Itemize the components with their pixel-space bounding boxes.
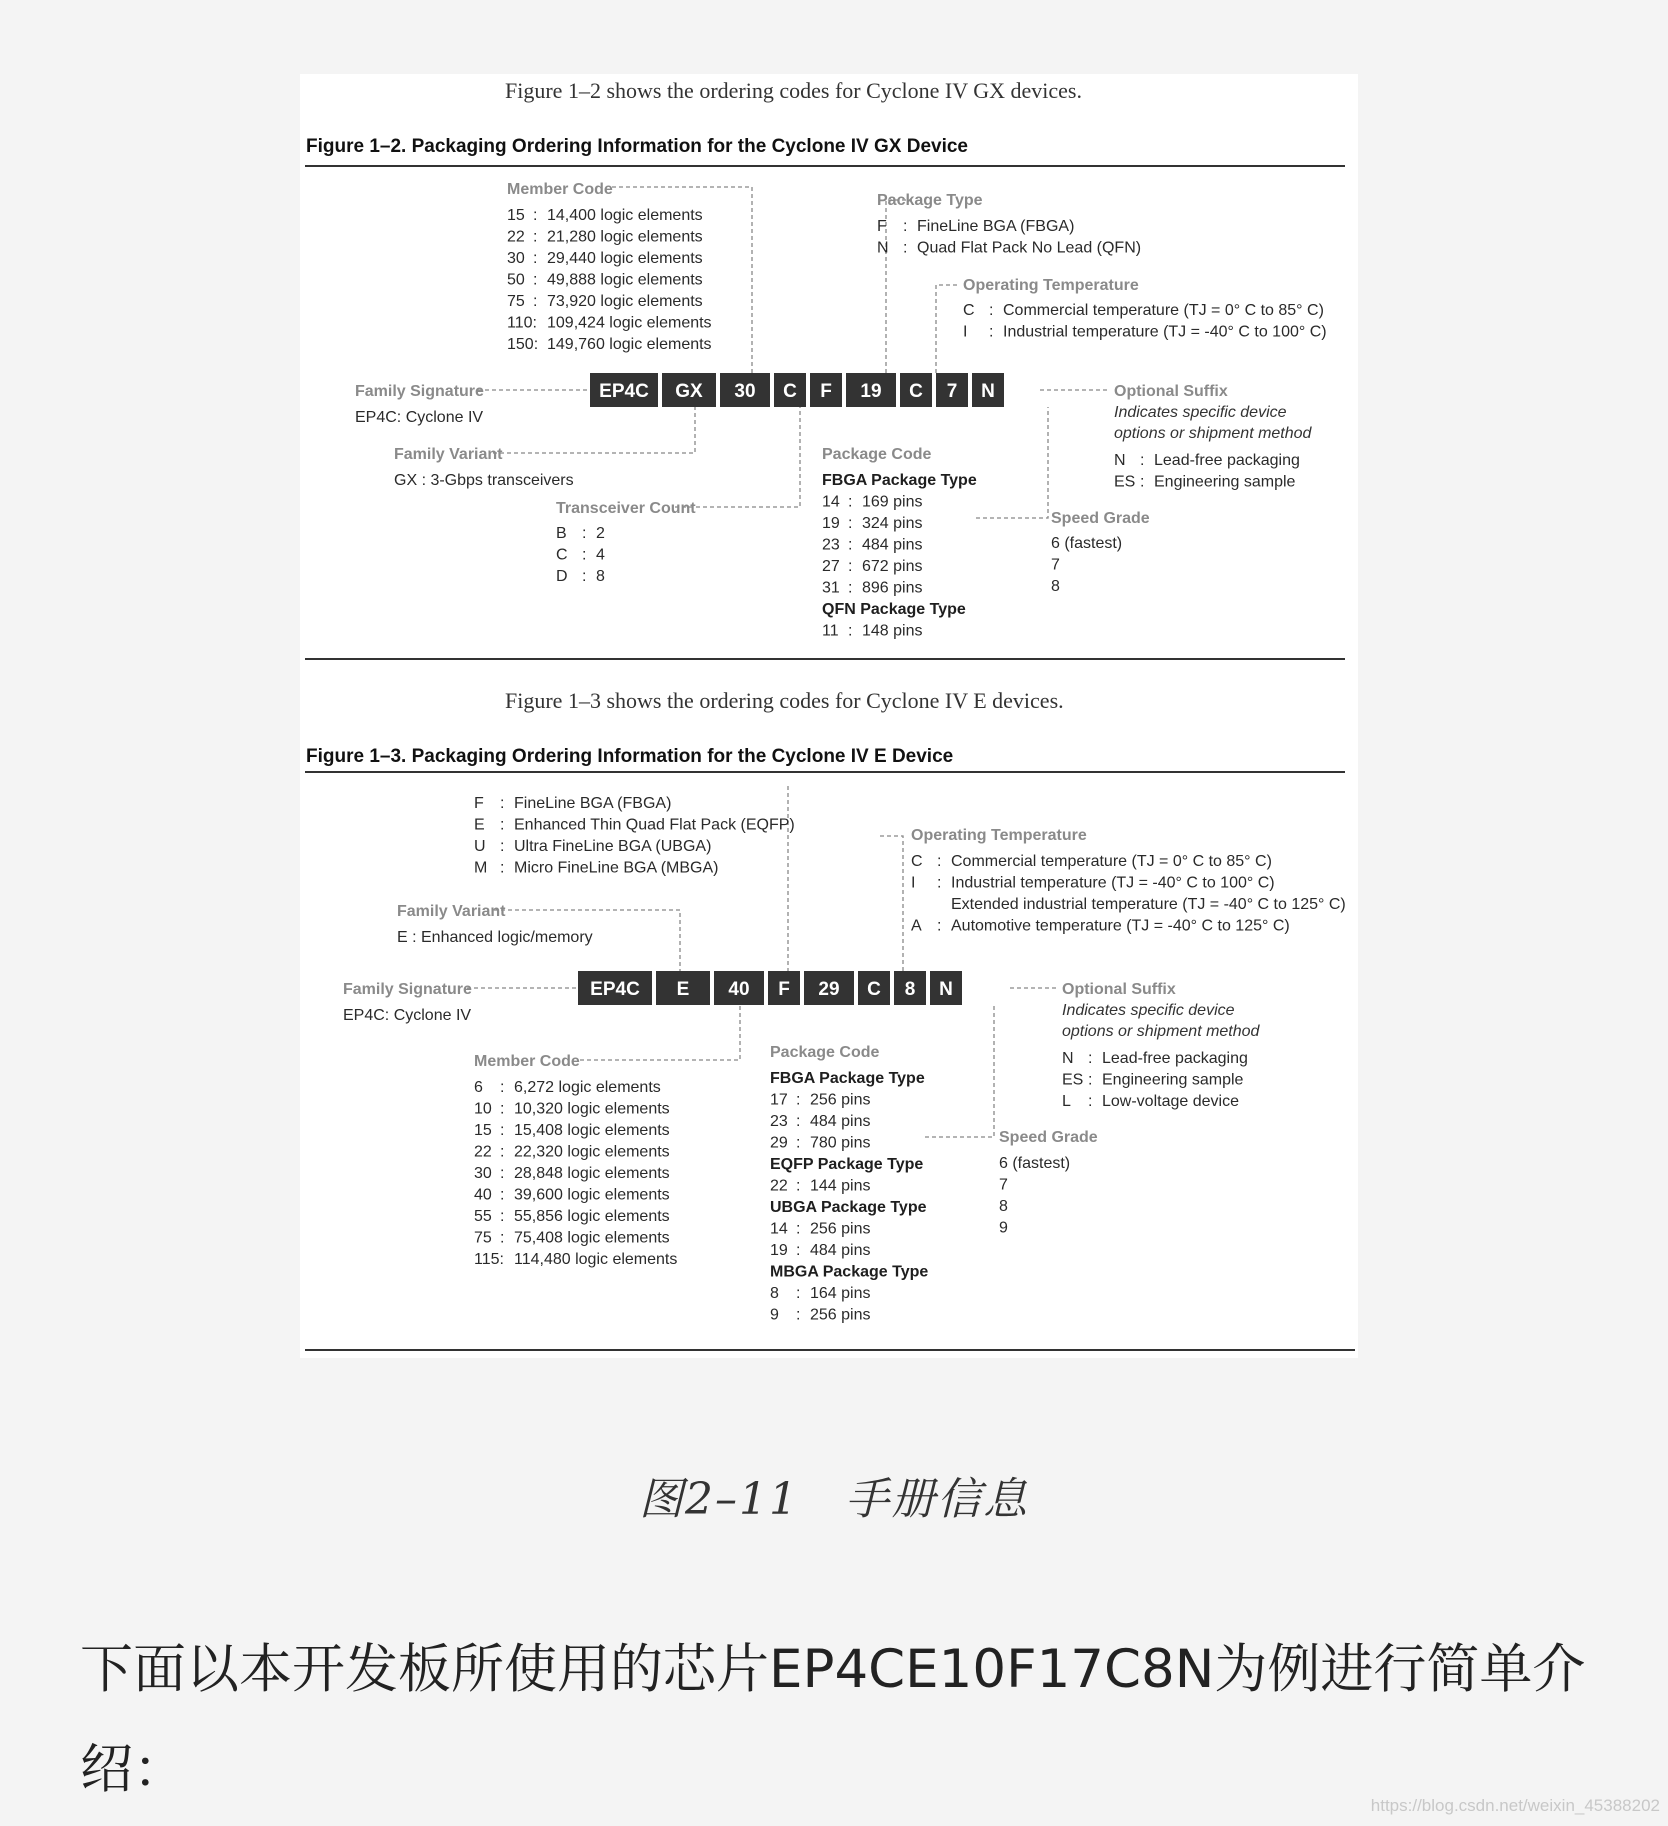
fig12-member-sep: : [533, 207, 538, 224]
fig12-family-signature-label: Family Signature [355, 383, 484, 400]
fig13-suffix-desc: Engineering sample [1102, 1071, 1244, 1089]
fig13-pkgtype-desc: Enhanced Thin Quad Flat Pack (EQFP) [514, 816, 795, 834]
code-segment-text: N [981, 381, 995, 402]
fig13-family-variant-label: Family Variant [397, 903, 506, 920]
fig12-xcvr-sep: : [582, 568, 587, 585]
fig12-optional-suffix-desc2: options or shipment method [1114, 425, 1312, 442]
fig13-optemp-code: C [911, 853, 923, 870]
fig12-member-sep: : [533, 228, 538, 246]
fig13-optemp-desc: Automotive temperature (TJ = -40° C to 125° C) [951, 917, 1290, 935]
fig13-member-code: 75 [474, 1229, 492, 1247]
fig13-pkgtype-code: M [474, 859, 488, 877]
fig12-speed-grade-list [1051, 535, 1122, 595]
code-segment-text: N [939, 979, 953, 1000]
fig12-member-desc: 49,888 logic elements [547, 271, 703, 289]
fig12-member-code: 75 [507, 293, 525, 310]
fig12-xcvr-sep: : [582, 525, 587, 542]
code-segment-text: 7 [946, 381, 958, 402]
fig13-member-desc: 114,480 logic elements [514, 1251, 678, 1268]
fig13-optional-suffix-desc2: options or shipment method [1062, 1023, 1260, 1040]
fig13-pkgtype-code: U [474, 838, 486, 855]
fig12-operating-temp-list [963, 302, 1327, 341]
fig12-xcvr-desc: 2 [596, 525, 605, 542]
fig12-pkgtype-desc: FineLine BGA (FBGA) [917, 218, 1075, 235]
fig13-member-desc: 22,320 logic elements [514, 1143, 670, 1161]
fig13-pkgcode-code: 19 [770, 1242, 788, 1259]
fig12-pkgcode-desc: 324 pins [862, 515, 923, 532]
fig12-code-boxes [590, 373, 1004, 407]
fig12-pkgtype-sep: : [903, 239, 908, 257]
fig12-suffix-sep: : [1140, 473, 1145, 491]
ordering-diagrams [300, 74, 1358, 1358]
fig13-member-code: 115: [474, 1251, 504, 1268]
fig12-suffix-desc: Lead-free packaging [1154, 452, 1300, 469]
code-segment-text: F [820, 381, 832, 402]
fig13-pkgcode-code: 22 [770, 1177, 788, 1195]
fig12-optemp-desc: Industrial temperature (TJ = -40° C to 100° C) [1003, 323, 1327, 341]
fig12-speed-item: 7 [1051, 556, 1060, 574]
fig13-pkgcode-code: 17 [770, 1091, 788, 1109]
fig12-pkgcode-sep: : [848, 558, 853, 575]
fig13-pkgcode-desc: 164 pins [810, 1285, 871, 1302]
fig13-pkgcode-code: 8 [770, 1285, 779, 1302]
fig12-member-code: 15 [507, 207, 525, 224]
fig13-operating-temp-label: Operating Temperature [911, 827, 1087, 844]
fig12-member-desc: 21,280 logic elements [547, 228, 703, 246]
fig13-operating-temp-list [911, 853, 1346, 935]
fig13-suffix-sep: : [1088, 1071, 1093, 1089]
fig13-member-desc: 6,272 logic elements [514, 1079, 661, 1096]
fig13-suffix-desc: Lead-free packaging [1102, 1050, 1248, 1067]
fig13-pkgcode-group-title: UBGA Package Type [770, 1199, 927, 1216]
fig12-speed-item: 6 (fastest) [1051, 535, 1123, 552]
fig12-pkgcode-sep: : [848, 622, 853, 640]
fig12-pkgtype-sep: : [903, 218, 908, 235]
fig12-title: Figure 1–2. Packaging Ordering Information for the Cyclone IV GX Device [306, 136, 968, 157]
fig12-optional-suffix-label: Optional Suffix [1114, 383, 1228, 400]
fig12-package-code-label: Package Code [822, 446, 932, 463]
fig12-pkgcode-desc: 896 pins [862, 579, 923, 597]
code-segment-text: 8 [904, 979, 916, 1000]
fig12-pkgcode-code: 11 [822, 622, 839, 640]
fig12-package-type-label: Package Type [877, 192, 983, 209]
fig13-member-sep: : [500, 1186, 505, 1204]
fig13-pkgcode-desc: 256 pins [810, 1220, 871, 1238]
fig13-pkgcode-group-title: FBGA Package Type [770, 1070, 925, 1087]
code-segment-text: 40 [728, 979, 750, 1000]
fig13-member-sep: : [500, 1208, 505, 1225]
fig13-optemp-desc: Commercial temperature (TJ = 0° C to 85° C) [951, 853, 1272, 870]
fig13-suffix-code: L [1062, 1093, 1071, 1110]
fig13-pkgtype-code: F [474, 795, 484, 812]
fig13-pkgcode-desc: 144 pins [810, 1177, 871, 1195]
fig13-pkgtype-desc: FineLine BGA (FBGA) [514, 795, 672, 812]
ordering-info-figure [300, 74, 1358, 1358]
fig13-pkgtype-sep: : [500, 859, 505, 877]
fig12-pkgcode-code: 23 [822, 536, 840, 554]
fig12-suffix-sep: : [1140, 452, 1145, 469]
fig13-pkgtype-code: E [474, 816, 485, 834]
fig12-member-code: 22 [507, 228, 525, 246]
fig13-member-desc: 75,408 logic elements [514, 1229, 670, 1247]
fig13-optemp-desc: Industrial temperature (TJ = -40° C to 100° C) [951, 874, 1275, 892]
fig13-member-code-list [474, 1079, 677, 1268]
fig12-optemp-sep: : [989, 323, 994, 341]
fig13-suffix-code: ES [1062, 1071, 1084, 1089]
figure-caption: 图2–11 手册信息 [639, 1474, 1029, 1525]
fig13-member-desc: 10,320 logic elements [514, 1100, 670, 1118]
code-segment-text: 29 [818, 979, 840, 1000]
fig13-speed-grade-list [999, 1155, 1070, 1237]
code-segment-text: 19 [860, 381, 882, 402]
fig13-optemp-sep: : [937, 853, 942, 870]
fig13-pkgcode-sep: : [796, 1220, 801, 1238]
code-segment-text: E [676, 979, 690, 1000]
fig13-pkgtype-desc: Micro FineLine BGA (MBGA) [514, 859, 719, 877]
fig12-member-sep: : [533, 250, 538, 267]
fig13-pkgcode-desc: 780 pins [810, 1134, 871, 1152]
fig13-speed-item: 8 [999, 1198, 1008, 1215]
fig13-optemp-sep: : [937, 917, 942, 935]
fig13-suffix-code: N [1062, 1050, 1074, 1067]
fig12-pkgcode-desc: 148 pins [862, 622, 923, 640]
fig13-family-signature-value: EP4C: Cyclone IV [343, 1007, 472, 1024]
code-segment-text: F [778, 979, 790, 1000]
fig12-suffix-code: ES [1114, 473, 1136, 491]
fig13-pkgcode-group-title: MBGA Package Type [770, 1263, 929, 1281]
fig12-member-desc: 149,760 logic elements [547, 336, 712, 353]
fig12-family-variant-label: Family Variant [394, 446, 503, 463]
fig13-code-boxes [578, 971, 962, 1005]
fig12-xcvr-sep: : [582, 546, 587, 564]
fig13-member-desc: 15,408 logic elements [514, 1122, 670, 1139]
fig12-member-code: 150: [507, 336, 539, 353]
fig12-suffix-code: N [1114, 452, 1126, 469]
fig12-intro: Figure 1–2 shows the ordering codes for Cyclone IV GX devices. [505, 78, 1082, 103]
fig12-member-code-list [507, 207, 712, 353]
fig12-transceiver-count-list [556, 525, 605, 585]
fig13-pkgcode-desc: 484 pins [810, 1242, 871, 1259]
fig12-pkgcode-desc: 169 pins [862, 493, 923, 511]
fig13-family-signature-label: Family Signature [343, 981, 472, 998]
fig13-pkgtype-sep: : [500, 838, 505, 855]
fig13-speed-item: 7 [999, 1176, 1008, 1194]
fig13-member-code-label: Member Code [474, 1053, 580, 1070]
fig12-pkgcode-sep: : [848, 579, 853, 597]
fig13-optional-suffix-desc1: Indicates specific device [1062, 1002, 1235, 1019]
fig13-pkgcode-desc: 256 pins [810, 1091, 871, 1109]
fig12-speed-item: 8 [1051, 578, 1060, 595]
fig13-member-code: 10 [474, 1100, 492, 1118]
fig12-member-sep: : [533, 271, 538, 289]
fig12-pkgcode-code: 27 [822, 558, 840, 575]
fig13-optional-suffix-label: Optional Suffix [1062, 981, 1176, 998]
fig13-pkgcode-code: 29 [770, 1134, 788, 1152]
watermark-url: https://blog.csdn.net/weixin_45388202 [1370, 1796, 1660, 1815]
fig12-pkgcode-group-title: QFN Package Type [822, 601, 966, 618]
fig13-member-code: 30 [474, 1165, 492, 1182]
fig13-pkgtype-sep: : [500, 795, 505, 812]
fig12-xcvr-code: B [556, 525, 567, 542]
fig13-pkgcode-desc: 256 pins [810, 1306, 871, 1324]
fig13-optional-suffix-list [1062, 1050, 1248, 1110]
code-segment-text: C [783, 381, 797, 402]
fig13-pkgcode-sep: : [796, 1091, 801, 1109]
code-segment-text: GX [675, 381, 703, 402]
fig12-pkgtype-code: N [877, 239, 889, 257]
fig12-family-variant-value: GX : 3-Gbps transceivers [394, 472, 574, 489]
fig12-member-code-label: Member Code [507, 181, 613, 198]
fig12-pkgcode-code: 14 [822, 493, 840, 511]
fig13-member-code: 22 [474, 1143, 492, 1161]
fig12-pkgcode-code: 31 [822, 579, 840, 597]
fig12-member-code: 50 [507, 271, 525, 289]
fig13-speed-grade-label: Speed Grade [999, 1129, 1098, 1146]
fig13-pkgtype-desc: Ultra FineLine BGA (UBGA) [514, 838, 712, 855]
fig13-member-code: 6 [474, 1079, 483, 1096]
fig13-member-sep: : [500, 1165, 505, 1182]
fig13-optemp-sep: : [937, 874, 942, 892]
fig12-operating-temp-label: Operating Temperature [963, 277, 1139, 294]
fig13-pkgcode-group-title: EQFP Package Type [770, 1156, 924, 1173]
fig13-pkgcode-code: 23 [770, 1113, 788, 1130]
fig13-optemp-code: I [911, 874, 916, 892]
fig13-member-desc: 28,848 logic elements [514, 1165, 670, 1182]
fig13-member-code: 40 [474, 1186, 492, 1204]
code-segment-text: 30 [734, 381, 756, 402]
fig13-pkgcode-sep: : [796, 1177, 801, 1195]
fig13-family-variant-value: E : Enhanced logic/memory [397, 929, 593, 946]
code-segment-text: C [867, 979, 881, 1000]
fig13-member-sep: : [500, 1100, 505, 1118]
fig13-optemp-code: A [911, 917, 922, 935]
fig13-member-sep: : [500, 1143, 505, 1161]
fig13-member-desc: 39,600 logic elements [514, 1186, 670, 1204]
fig13-member-code: 15 [474, 1122, 492, 1139]
fig12-package-type-list [877, 218, 1141, 257]
fig13-pkgcode-sep: : [796, 1113, 801, 1130]
fig12-pkgcode-desc: 484 pins [862, 536, 923, 554]
fig13-package-type-list [474, 795, 795, 877]
fig13-intro: Figure 1–3 shows the ordering codes for Cyclone IV E devices. [505, 688, 1064, 713]
fig12-member-desc: 73,920 logic elements [547, 293, 703, 310]
fig13-package-code-label: Package Code [770, 1044, 880, 1061]
fig12-xcvr-desc: 8 [596, 568, 605, 585]
code-segment-text: EP4C [590, 979, 640, 1000]
fig13-package-code-list [770, 1070, 928, 1324]
fig13-speed-item: 6 (fastest) [999, 1155, 1071, 1172]
fig12-member-desc: 14,400 logic elements [547, 207, 703, 224]
fig12-optemp-code: I [963, 323, 968, 341]
fig13-optemp-desc: Extended industrial temperature (TJ = -40° C to 125° C) [951, 896, 1346, 913]
fig13-pkgcode-sep: : [796, 1306, 801, 1324]
fig12-pkgcode-desc: 672 pins [862, 558, 923, 575]
fig13-speed-item: 9 [999, 1219, 1008, 1237]
fig12-pkgcode-group-title: FBGA Package Type [822, 472, 977, 489]
fig13-member-sep: : [500, 1229, 505, 1247]
code-segment-text: C [909, 381, 923, 402]
fig12-member-sep: : [533, 293, 538, 310]
fig12-xcvr-desc: 4 [596, 546, 605, 564]
fig12-pkgtype-desc: Quad Flat Pack No Lead (QFN) [917, 239, 1142, 257]
code-segment-text: EP4C [599, 381, 649, 402]
body-paragraph: 下面以本开发板所使用的芯片EP4CE10F17C8N为例进行简单介绍： [80, 1639, 1586, 1800]
fig13-member-desc: 55,856 logic elements [514, 1208, 670, 1225]
fig12-package-code-list [822, 472, 977, 640]
fig12-transceiver-count-label: Transceiver Count [556, 500, 696, 517]
fig12-speed-grade-label: Speed Grade [1051, 510, 1150, 527]
fig12-family-signature-value: EP4C: Cyclone IV [355, 409, 484, 426]
fig13-pkgcode-sep: : [796, 1242, 801, 1259]
fig12-pkgcode-sep: : [848, 493, 853, 511]
fig13-suffix-desc: Low-voltage device [1102, 1093, 1239, 1110]
fig12-member-desc: 29,440 logic elements [547, 250, 703, 267]
fig13-pkgcode-sep: : [796, 1134, 801, 1152]
fig12-optemp-sep: : [989, 302, 994, 319]
fig13-pkgcode-code: 9 [770, 1306, 779, 1324]
fig12-pkgcode-sep: : [848, 515, 853, 532]
fig12-optional-suffix-list [1114, 452, 1300, 491]
fig12-suffix-desc: Engineering sample [1154, 473, 1296, 491]
fig13-suffix-sep: : [1088, 1050, 1093, 1067]
fig13-member-sep: : [500, 1079, 505, 1096]
fig13-pkgcode-desc: 484 pins [810, 1113, 871, 1130]
fig12-xcvr-code: C [556, 546, 568, 564]
fig12-member-desc: 109,424 logic elements [547, 314, 712, 332]
fig12-pkgcode-code: 19 [822, 515, 840, 532]
fig13-suffix-sep: : [1088, 1093, 1093, 1110]
fig12-member-code: 110: [507, 314, 537, 332]
fig13-member-code: 55 [474, 1208, 492, 1225]
fig12-optional-suffix-desc1: Indicates specific device [1114, 404, 1287, 421]
fig13-member-sep: : [500, 1122, 505, 1139]
fig12-optemp-code: C [963, 302, 975, 319]
fig12-member-code: 30 [507, 250, 525, 267]
fig12-optemp-desc: Commercial temperature (TJ = 0° C to 85° C) [1003, 302, 1324, 319]
fig12-pkgcode-sep: : [848, 536, 853, 554]
fig13-pkgtype-sep: : [500, 816, 505, 834]
fig12-xcvr-code: D [556, 568, 568, 585]
fig13-pkgcode-code: 14 [770, 1220, 788, 1238]
fig12-pkgtype-code: F [877, 218, 887, 235]
fig13-title: Figure 1–3. Packaging Ordering Information for the Cyclone IV E Device [306, 746, 954, 767]
fig13-pkgcode-sep: : [796, 1285, 801, 1302]
